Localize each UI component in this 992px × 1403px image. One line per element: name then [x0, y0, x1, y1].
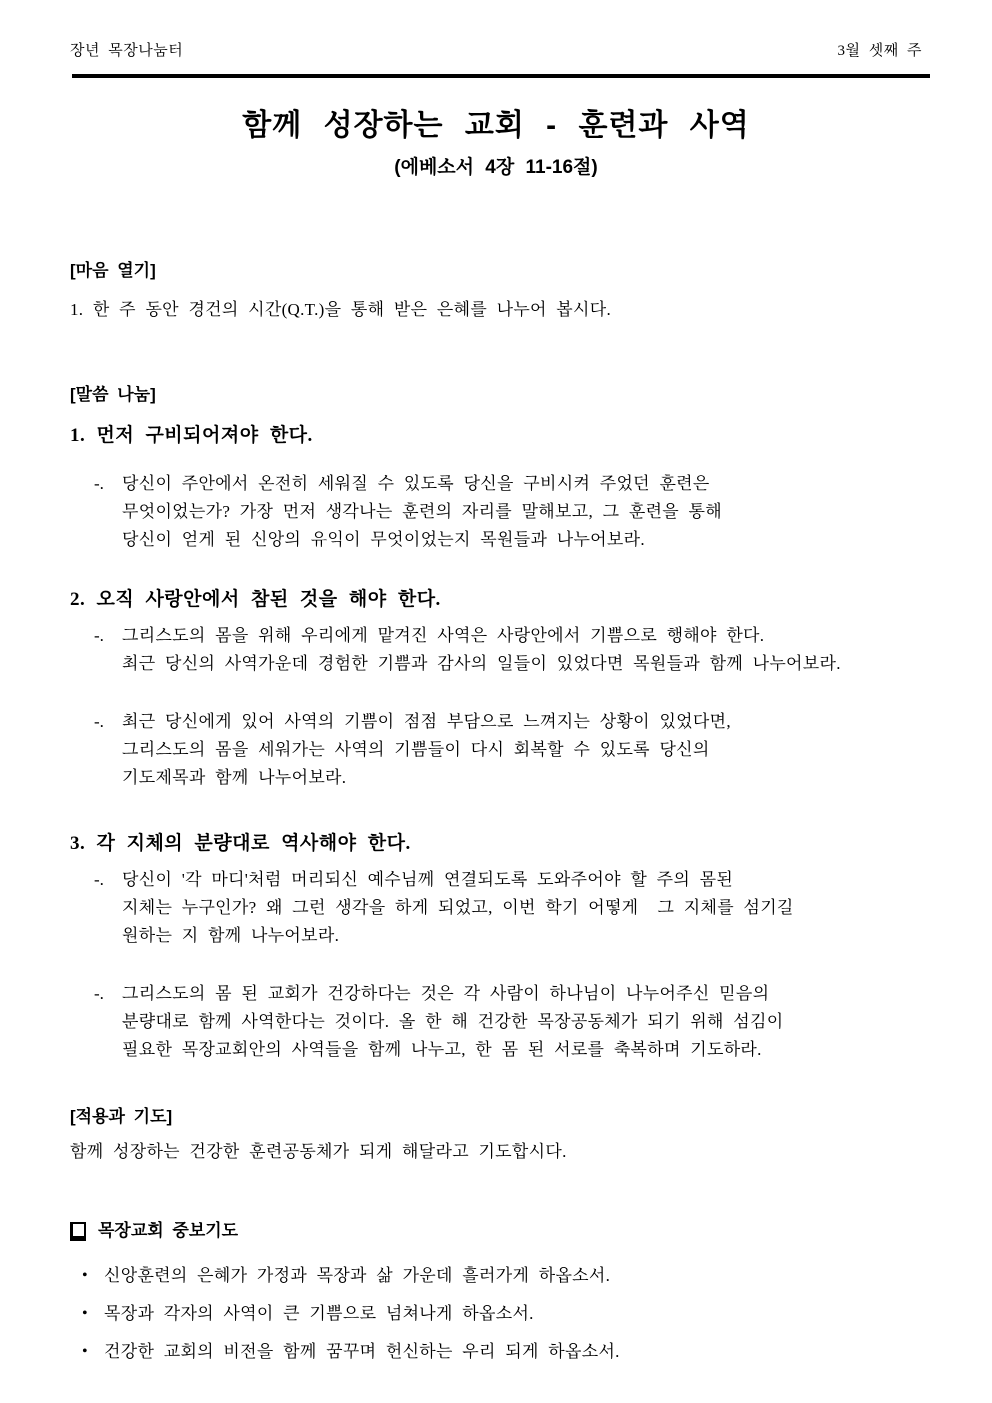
- opening-heading: [마음 열기]: [70, 261, 156, 280]
- bullet-icon: •: [82, 1305, 88, 1322]
- dash-marker: -.: [94, 870, 104, 889]
- page-header: [70, 0, 922, 62]
- list-item: [70, 1338, 922, 1366]
- intercession-heading: [70, 1218, 922, 1244]
- text-line: 필요한 목장교회안의 사역들을 함께 나누고, 한 몸 된 서로를 축복하며 기도하라.: [122, 1040, 762, 1059]
- bullet-icon: •: [82, 1343, 88, 1360]
- point-lines: [122, 470, 922, 554]
- text-line: 원하는 지 함께 나누어보라.: [122, 926, 340, 945]
- discussion-point: [70, 708, 922, 792]
- page-title: 함께 성장하는 교회 - 훈련과 사역: [242, 109, 750, 142]
- dash-marker: -.: [94, 474, 104, 493]
- text-line: 당신이 얻게 된 신앙의 유익이 무엇이었는지 목원들과 나누어보라.: [122, 530, 645, 549]
- dash-marker: -.: [94, 626, 104, 645]
- sharing-heading: [말씀 나눔]: [70, 385, 156, 404]
- text-line: 최근 당신의 사역가운데 경험한 기쁨과 감사의 일들이 있었다면 목원들과 함께 나누어보라.: [122, 654, 841, 673]
- opening-text: 1. 한 주 동안 경건의 시간(Q.T.)을 통해 받은 은혜를 나누어 봅시다.: [70, 300, 612, 319]
- discussion-point: [70, 866, 922, 950]
- text-line: 그리스도의 몸을 위해 우리에게 맡겨진 사역은 사랑안에서 기쁨으로 행해야 한다.: [122, 626, 765, 645]
- list-item: [70, 1262, 922, 1290]
- text-line: 지체는 누구인가? 왜 그런 생각을 하게 되었고, 이번 학기 어떻게 그 지체를 섬기길: [122, 898, 794, 917]
- prayer-text: 신앙훈련의 은혜가 가정과 목장과 삶 가운데 흘러가게 하옵소서.: [104, 1266, 611, 1285]
- point-lines: [122, 622, 922, 678]
- topic-1: [70, 422, 922, 554]
- intercession-heading-label: 목장교회 중보기도: [98, 1221, 239, 1240]
- section-intercession: [70, 1218, 922, 1366]
- discussion-point: [70, 622, 922, 678]
- section-opening: [70, 258, 922, 324]
- topic-2: [70, 586, 922, 792]
- list-item: [70, 1300, 922, 1328]
- prayer-text: 목장과 각자의 사역이 큰 기쁨으로 넘쳐나게 하옵소서.: [104, 1304, 534, 1323]
- discussion-point: [70, 470, 922, 554]
- text-line: 최근 당신에게 있어 사역의 기쁨이 점점 부담으로 느껴지는 상황이 있었다면,: [122, 712, 731, 731]
- section-word-sharing: [70, 382, 922, 1064]
- text-line: 당신이 '각 마디'처럼 머리되신 예수님께 연결되도록 도와주어야 할 주의 몸된: [122, 870, 734, 889]
- scripture-reference: (에베소서 4장 11-16절): [394, 157, 598, 178]
- dash-marker: -.: [94, 984, 104, 1003]
- header-divider: [72, 74, 930, 78]
- point-lines: [122, 980, 922, 1064]
- point-lines: [122, 708, 922, 792]
- prayer-list: [70, 1262, 922, 1366]
- text-line: 무엇이었는가? 가장 먼저 생각나는 훈련의 자리를 말해보고, 그 훈련을 통해: [122, 502, 723, 521]
- topic-3: [70, 830, 922, 1064]
- topic-3-title: 3. 각 지체의 분량대로 역사해야 한다.: [70, 833, 411, 854]
- text-line: 당신이 주안에서 온전히 세워질 수 있도록 당신을 구비시켜 주었던 훈련은: [122, 474, 710, 493]
- text-line: 그리스도의 몸을 세워가는 사역의 기쁨들이 다시 회복할 수 있도록 당신의: [122, 740, 710, 759]
- checkbox-icon: [70, 1222, 86, 1241]
- prayer-text: 건강한 교회의 비전을 함께 꿈꾸며 헌신하는 우리 되게 하옵소서.: [104, 1342, 620, 1361]
- header-left-label: 장년 목장나눔터: [70, 43, 184, 59]
- bullet-icon: •: [82, 1267, 88, 1284]
- dash-marker: -.: [94, 712, 104, 731]
- header-right-label: 3월 셋째 주: [837, 43, 922, 59]
- topic-1-title: 1. 먼저 구비되어져야 한다.: [70, 425, 313, 446]
- application-heading: [적용과 기도]: [70, 1107, 173, 1126]
- point-lines: [122, 866, 922, 950]
- application-text: 함께 성장하는 건강한 훈련공동체가 되게 해달라고 기도합시다.: [70, 1142, 567, 1161]
- section-application-prayer: [70, 1104, 922, 1166]
- discussion-point: [70, 980, 922, 1064]
- text-line: 분량대로 함께 사역한다는 것이다. 올 한 해 건강한 목장공동체가 되기 위해 섬김이: [122, 1012, 784, 1031]
- topic-2-title: 2. 오직 사랑안에서 참된 것을 해야 한다.: [70, 589, 441, 610]
- text-line: 기도제목과 함께 나누어보라.: [122, 768, 347, 787]
- text-line: 그리스도의 몸 된 교회가 건강하다는 것은 각 사람이 하나님이 나누어주신 믿음의: [122, 984, 770, 1003]
